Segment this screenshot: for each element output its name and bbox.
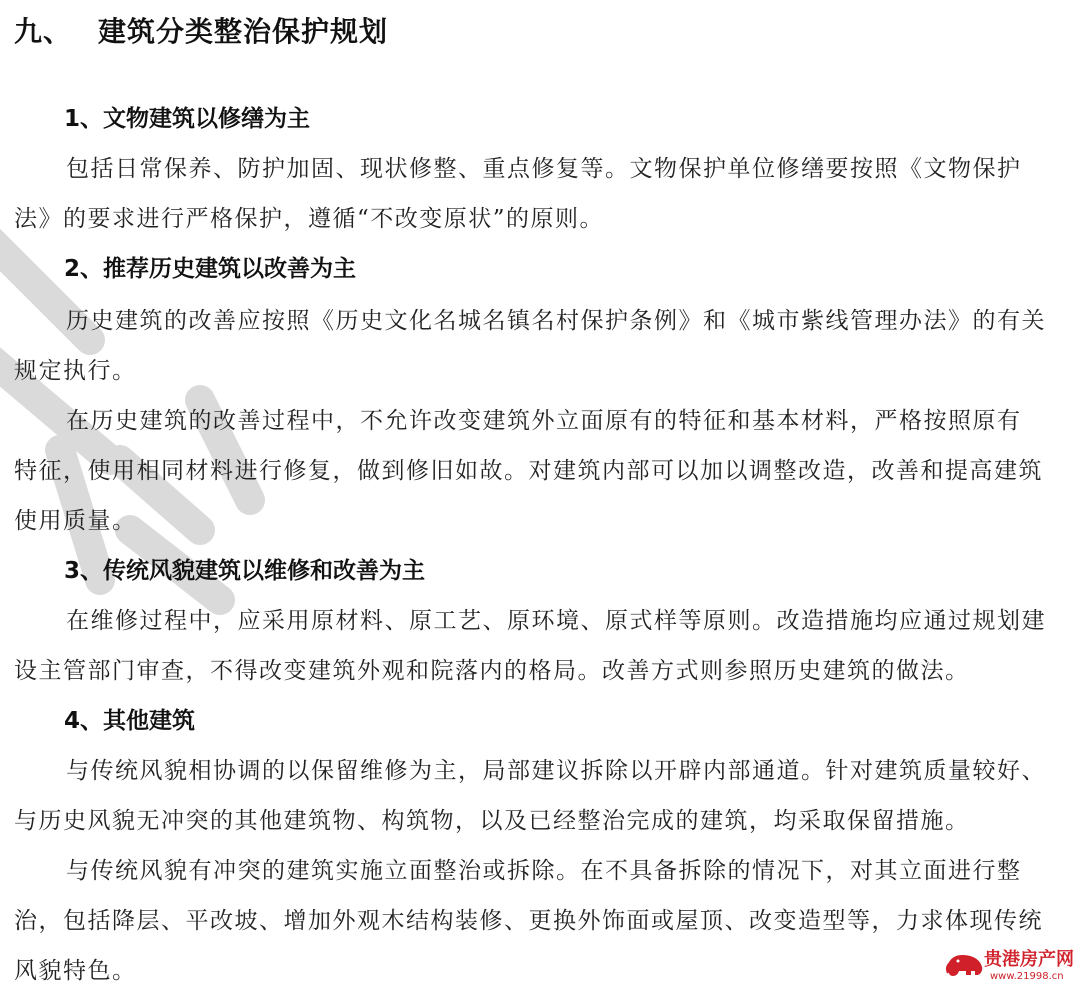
- logo-url: www.21998.cn: [990, 971, 1064, 982]
- paragraph-line: 历史建筑的改善应按照《历史文化名城名镇名村保护条例》和《城市紫线管理办法》的有关: [66, 308, 1046, 334]
- paragraph-line: 在维修过程中，应采用原材料、原工艺、原环境、原式样等原则。改造措施均应通过规划建: [66, 608, 1046, 634]
- paragraph-line: 使用质量。: [14, 508, 137, 534]
- paragraph-line: 与历史风貌无冲突的其他建筑物、构筑物，以及已经整治完成的建筑，均采取保留措施。: [14, 808, 970, 834]
- paragraph-line: 特征，使用相同材料进行修复，做到修旧如故。对建筑内部可以加以调整改造，改善和提高建筑: [14, 458, 1043, 484]
- paragraph-line: 包括日常保养、防护加固、现状修整、重点修复等。文物保护单位修缮要按照《文物保护: [66, 156, 1022, 182]
- paragraph-line: 治，包括降层、平改坡、增加外观木结构装修、更换外饰面或屋顶、改变造型等，力求体现传统: [14, 908, 1043, 934]
- logo-brand: 贵港房产网: [984, 949, 1074, 970]
- elephant-icon: [944, 949, 986, 979]
- paragraph-line: 与传统风貌有冲突的建筑实施立面整治或拆除。在不具备拆除的情况下，对其立面进行整: [66, 858, 1022, 884]
- section-heading-4: 4、其他建筑: [64, 708, 196, 734]
- section-heading-2: 2、推荐历史建筑以改善为主: [64, 256, 357, 282]
- paragraph-line: 设主管部门审查，不得改变建筑外观和院落内的格局。改善方式则参照历史建筑的做法。: [14, 658, 970, 684]
- title-text: 建筑分类整治保护规划: [98, 15, 389, 48]
- paragraph-line: 与传统风貌相协调的以保留维修为主，局部建议拆除以开辟内部通道。针对建筑质量较好、: [66, 758, 1046, 784]
- title-number: 九、: [14, 15, 73, 48]
- paragraph-line: 规定执行。: [14, 358, 137, 384]
- paragraph-line: 法》的要求进行严格保护，遵循“不改变原状”的原则。: [14, 206, 605, 232]
- paragraph-line: 风貌特色。: [14, 958, 137, 984]
- paragraph-line: 在历史建筑的改善过程中，不允许改变建筑外立面原有的特征和基本材料，严格按照原有: [66, 408, 1022, 434]
- section-heading-3: 3、传统风貌建筑以维修和改善为主: [64, 558, 426, 584]
- section-heading-1: 1、文物建筑以修缮为主: [64, 106, 311, 132]
- page-title: [14, 10, 388, 50]
- site-logo[interactable]: [944, 943, 1074, 989]
